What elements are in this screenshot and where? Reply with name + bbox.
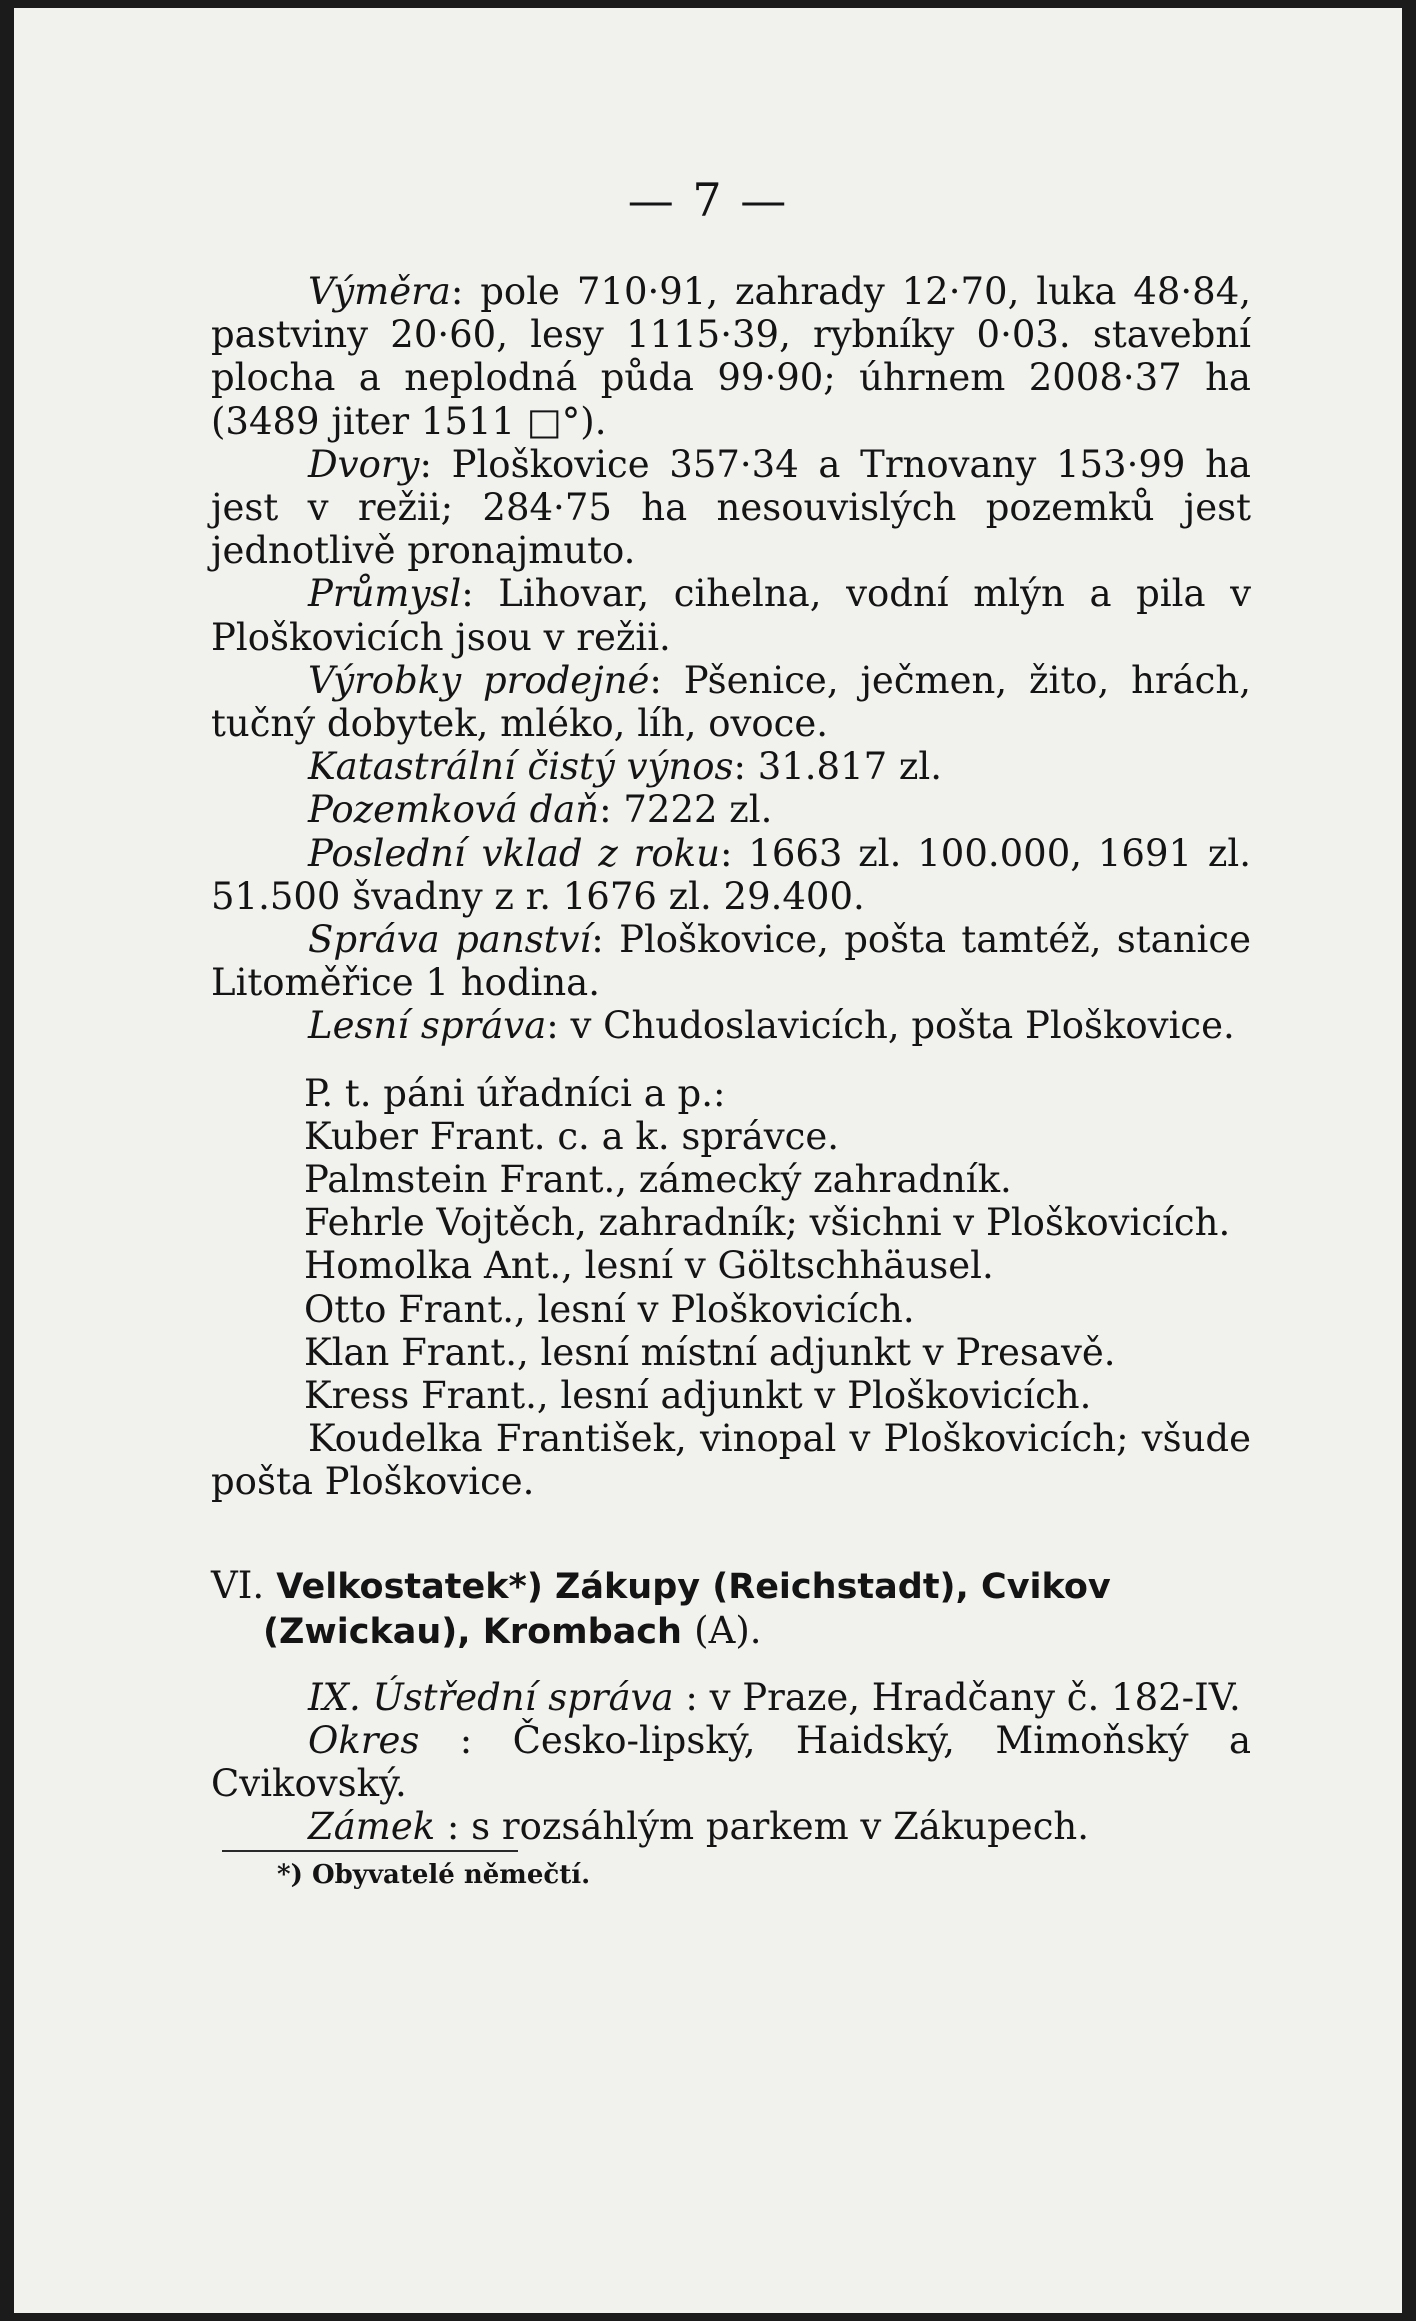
paragraph-label: Výrobky prodejné [308,658,650,702]
footnote: *) Obyvatelé němečtí. [277,1860,591,1890]
paragraph [211,1805,1251,1848]
staff-list [211,1115,1251,1417]
paragraph-sep: : [733,745,758,789]
paragraph [211,572,1251,658]
paragraph-label: Pozemková daň [308,788,600,832]
paragraph-sep: : [450,270,481,313]
paragraph-sep: : [673,1675,710,1719]
estate2-details [211,1676,1251,1849]
paragraph [211,1719,1251,1805]
staff-title: P. t. páni úřadníci a p.: [304,1071,726,1115]
paragraph-sep: : [419,1718,513,1762]
staff-line: Kress Frant., lesní adjunkt v Ploškovicích. [304,1374,1092,1418]
paragraph [211,745,1251,788]
paragraph-text: Lihovar, cihelna, vodní mlýn a pila v Ploškovicích jsou v režii. [211,572,1251,659]
paragraph [211,788,1251,831]
staff-line: Palmstein Frant., zámecký zahradník. [304,1158,1012,1202]
paragraph-text: s rozsáhlým parkem v Zákupech. [471,1805,1090,1849]
estate-details [211,270,1251,1048]
footnote-rule [222,1850,518,1852]
section-suffix: (A). [694,1608,762,1652]
page-number: — 7 — [627,173,789,227]
paragraph-label: Správa panství [308,918,592,962]
book-page [14,8,1402,2313]
staff-line: Otto Frant., lesní v Ploškovicích. [304,1287,915,1331]
paragraph [211,832,1251,918]
staff-line: Kuber Frant. c. a k. správce. [304,1114,840,1158]
paragraph-label: Okres [308,1718,420,1762]
paragraph-text: v Praze, Hradčany č. 182-IV. [709,1675,1241,1719]
paragraph-label: Dvory [308,442,420,486]
paragraph-label: Lesní správa [308,1004,547,1048]
paragraph-text: pole 710·91, zahrady 12·70, luka 48·84, pastviny 20·60, lesy 1115·39, rybníky 0·03. stavební plocha a neplodná půda 99·90; úhrnem 2008·37 ha (3489 jiter 1511 □°). [211,270,1251,443]
staff-line: Homolka Ant., lesní v Göltschhäusel. [304,1244,994,1288]
section-number: VI. [211,1563,265,1607]
paragraph-label: Poslední vklad z roku [308,831,720,875]
paragraph-label: Výměra [308,270,451,313]
paragraph-sep: : [435,1805,472,1849]
paragraph [211,270,1251,443]
paragraph-text: 31.817 zl. [757,745,943,789]
paragraph-sep: : [649,658,684,702]
paragraph-text: Ploškovice, pošta tamtéž, stanice Litoměřice 1 hodina. [211,918,1251,1005]
staff-last: Koudelka František, vinopal v Ploškovicích; všude pošta Ploškovice. [211,1417,1251,1504]
paragraph-sep: : [419,442,452,486]
paragraph-text: Česko-lipský, Haidský, Mimoňský a Cvikovský. [211,1718,1251,1806]
paragraph [211,1676,1251,1719]
paragraph-text: 7222 zl. [623,788,773,832]
paragraph-sep: : [719,831,749,875]
paragraph-label: IX. Ústřední správa [308,1675,674,1719]
paragraph-sep: : [461,572,499,616]
section-heading [211,1564,1251,1654]
section-title: Velkostatek*) Zákupy (Reichstadt), Cvikov (Zwickau), Krombach [263,1566,1111,1652]
paragraph-label: Katastrální čistý výnos [308,745,734,789]
paragraph-label: Průmysl [308,572,462,616]
paragraph [211,1004,1251,1047]
paragraph-sep: : [546,1004,571,1048]
paragraph-sep: : [591,918,620,962]
paragraph-text: Pšenice, ječmen, žito, hrách, tučný dobytek, mléko, líh, ovoce. [211,658,1251,746]
paragraph-text: v Chudoslavicích, pošta Ploškovice. [570,1004,1235,1048]
paragraph-text: Ploškovice 357·34 a Trnovany 153·99 ha jest v režii; 284·75 ha nesouvislých pozemků jest jednotlivě pronajmuto. [211,442,1251,573]
staff-line: Fehrle Vojtěch, zahradník; všichni v Ploškovicích. [304,1201,1231,1245]
paragraph [211,918,1251,1004]
paragraph-label: Zámek [308,1805,436,1849]
main-text [211,270,1251,1849]
paragraph-sep: : [599,788,624,832]
paragraph-text: 1663 zl. 100.000, 1691 zl. 51.500 švadny z r. 1676 zl. 29.400. [211,831,1251,918]
paragraph [211,443,1251,573]
paragraph [211,659,1251,745]
staff-line: Klan Frant., lesní místní adjunkt v Presavě. [304,1330,1116,1374]
